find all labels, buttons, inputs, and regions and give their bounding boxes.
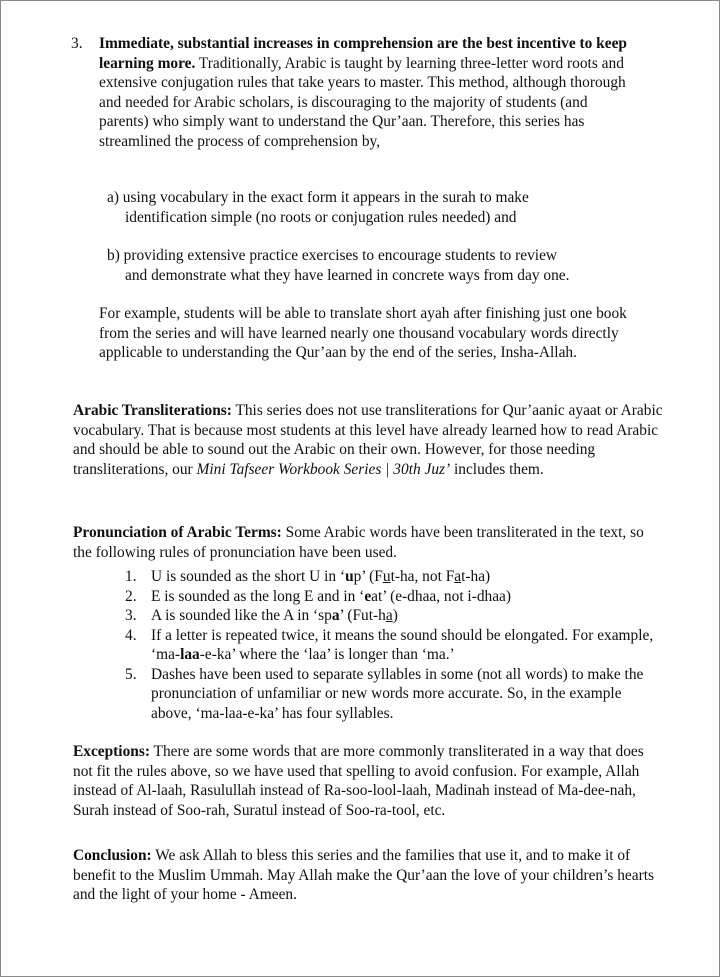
rule-text: at’ (e-dhaa, not i-dhaa) [371,587,512,605]
rule-text: -e-ka’ where the ‘laa’ is longer than ‘ma.’ [199,646,455,663]
pronunciation-rules-list [125,567,660,723]
rule-text: U is sounded as the short U in ‘ [151,568,346,585]
pronunciation-label: Pronunciation of Arabic Terms: [73,524,282,541]
rule-text: E is sounded as the long E and in ‘ [151,587,365,605]
list-item [125,567,660,587]
exceptions-paragraph [73,742,663,820]
conclusion-label: Conclusion: [73,847,152,864]
rule-emphasis: e [364,587,372,605]
list-number: 3. [125,607,137,624]
rule-text: ’ (Fut-h [339,607,386,624]
transliterations-tail: includes them. [450,460,544,478]
sub-item-b [107,246,637,285]
item3-paragraph [99,34,639,151]
rule-underline: a [385,607,393,624]
rule-underline: u [382,568,391,585]
item3-body: Traditionally, Arabic is taught by learning three-letter word roots and extensive conjugation rules that take years to master. This method, although thorough and needed for Arabic scholars, is discouraging to the majority of students (and parents) who simply want to understand the Qur’aan. Therefore, this series has streamlined the process of comprehension by, [99,54,626,150]
rule-text: Dashes have been used to separate syllables in some (not all words) to make the pronunciation of unfamiliar or new words more accurate. So, in the example above, ‘ma-laa-e-ka’ has four syllables. [151,665,644,722]
list-number: 2. [125,587,137,605]
sub-item-a [107,188,637,227]
conclusion-paragraph [73,846,663,905]
transliterations-label: Arabic Transliterations: [73,402,232,419]
exceptions-body: There are some words that are more commonly transliterated in a way that does not fit the rules above, so we have used that spelling to avoid confusion. For example, Allah instead of Al-laah, Rasulullah instead of Ra-soo-lool-laah, Madinah instead of Ma-dee-nah, Surah instead of Soo-rah, Suratul instead of Soo-ra-tool, etc. [73,743,644,819]
example-paragraph: For example, students will be able to translate short ayah after finishing just one book from the series and will have learned nearly one thousand vocabulary words directly applicable to understanding the Qur’aan by the end of the series, Insha-Allah. [99,305,627,361]
sub-item-a-cont: identification simple (no roots or conjugation rules needed) and [125,208,517,226]
list-number: 3. [71,35,83,52]
sub-item-a-first: a) using vocabulary in the exact form it appears in the surah to make [107,189,529,206]
rule-text: If a letter is repeated twice, it means the sound should be elongated. For example, ‘ma- [151,626,654,663]
list-number: 5. [125,665,137,683]
rule-emphasis: laa [180,646,200,663]
rule-text: p’ (F [353,568,383,585]
rule-text: t-ha) [461,568,491,585]
list-number: 1. [125,568,137,585]
rule-text: A is sounded like the A in ‘sp [151,607,332,624]
list-item [125,587,660,607]
transliterations-paragraph [73,401,663,479]
list-item [125,606,660,626]
pronunciation-body: Some Arabic words have been transliterated in the text, so the following rules of pronunciation have been used. [73,524,644,561]
rule-text: ) [392,607,398,624]
sub-item-b-cont: and demonstrate what they have learned in concrete ways from day one. [125,266,570,284]
transliterations-body: This series does not use transliterations for Qur’aanic ayaat or Arabic vocabulary. That is because most students at this level have already learned how to read Arabic and should be able to sound out the Arabic on their own. However, for those needing transliterations, our [73,402,663,478]
rule-text: t-ha, not F [390,568,455,585]
conclusion-body: We ask Allah to bless this series and the families that use it, and to make it of benefit to the Muslim Ummah. May Allah make the Qur’aan the love of your children’s hearts and the light of your home - Ameen. [73,847,654,903]
rule-emphasis: u [345,568,354,585]
workbook-series-title: Mini Tafseer Workbook Series | 30th Juz’ [196,460,451,478]
list-number: 4. [125,626,137,644]
list-item [125,665,660,724]
exceptions-label: Exceptions: [73,743,150,760]
rule-underline: a [454,568,462,585]
item3-heading: Immediate, substantial increases in comprehension are the best incentive to keep learning more. [99,35,627,72]
pronunciation-paragraph [73,523,663,562]
rule-emphasis: a [331,607,340,624]
list-item [125,626,660,665]
sub-item-b-first: b) providing extensive practice exercises to encourage students to review [107,247,558,264]
